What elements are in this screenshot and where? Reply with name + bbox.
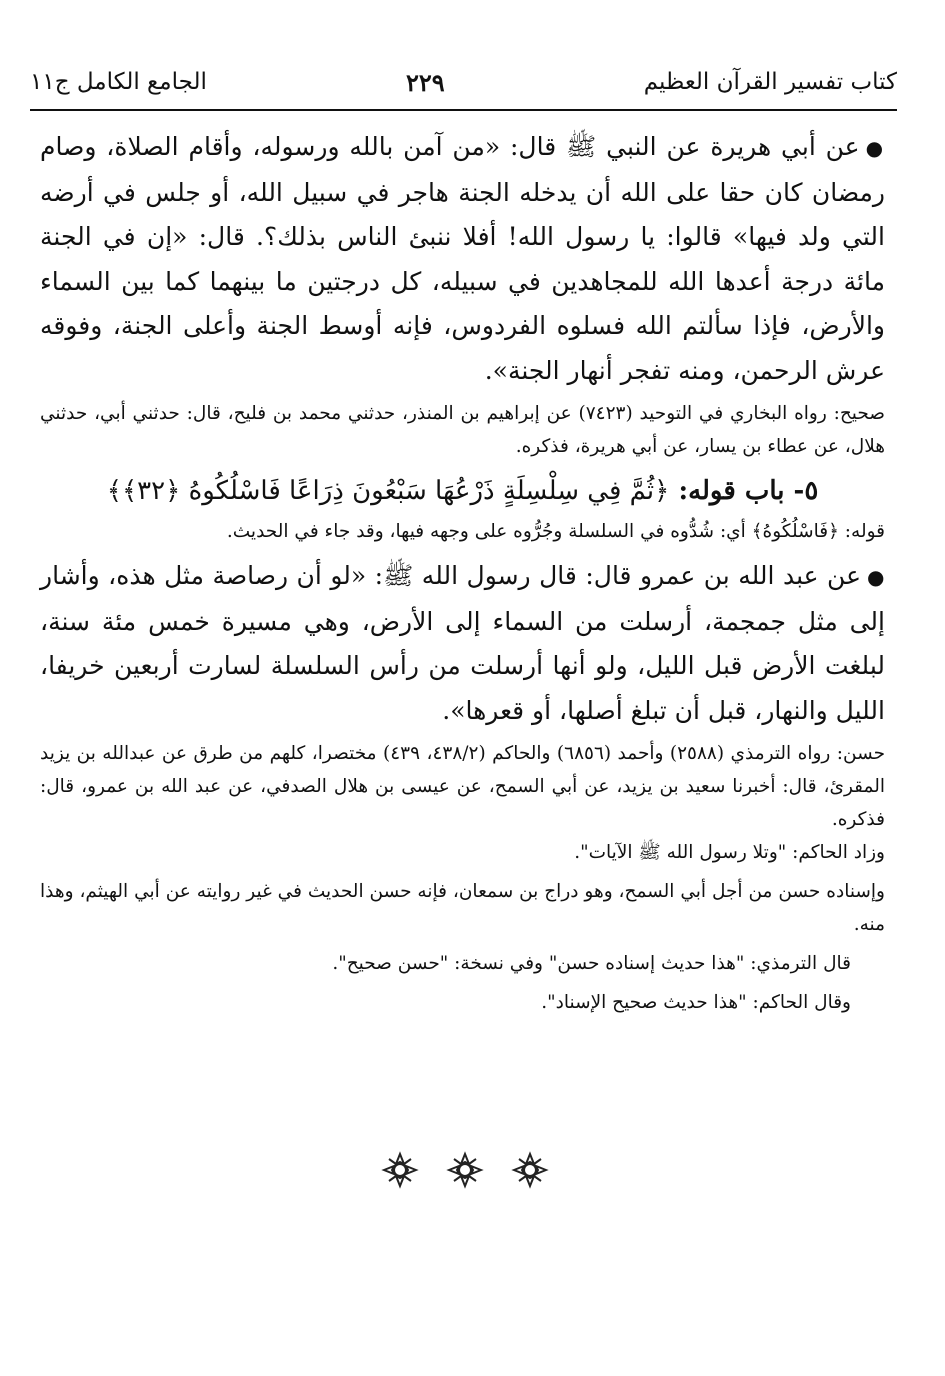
section-end-ornaments <box>380 1150 550 1190</box>
ornament-icon <box>380 1150 420 1190</box>
section-ayah: ﴿ثُمَّ فِي سِلْسِلَةٍ ذَرْعُهَا سَبْعُونَ ذِرَاعًا فَاسْلُكُوهُ ﴿٣٢﴾﴾ <box>106 476 670 506</box>
ornament-icon <box>445 1150 485 1190</box>
header-book-title: كتاب تفسير القرآن العظيم <box>643 69 897 95</box>
ornament-icon <box>510 1150 550 1190</box>
header-rule <box>30 109 897 111</box>
hadith-paragraph <box>40 554 885 733</box>
takhrij-note: وإسناده حسن من أجل أبي السمح، وهو دراج بن سمعان، فإنه حسن الحديث في غير روايته عن أبي الهيثم، وهذا منه. <box>40 881 885 935</box>
header-volume-title: الجامع الكامل ج١١ <box>30 69 207 95</box>
hadith-text: عن عبد الله بن عمرو قال: قال رسول الله ﷺ: «لو أن رصاصة مثل هذه، وأشار إلى مثل جمجمة، أرسلت من السماء إلى الأرض، وهي مسيرة خمس مئة سنة، لبلغت الأرض قبل الليل، ولو أنها أرسلت من رأس السلسلة لسارت أربعين خريفا، الليل والنهار، قبل أن تبلغ أصلها، أو قعرها». <box>40 561 885 725</box>
page-header <box>30 62 897 102</box>
takhrij-note: صحيح: رواه البخاري في التوحيد (٧٤٢٣) عن إبراهيم بن المنذر، حدثني محمد بن فليح، قال: حدثني أبي، حدثني هلال، عن عطاء بن يسار، عن أبي هريرة، فذكره. <box>40 403 885 457</box>
hadith-text: عن أبي هريرة عن النبي ﷺ قال: «من آمن بالله ورسوله، وأقام الصلاة، وصام رمضان كان حقا على الله أن يدخله الجنة هاجر في سبيل الله، أو جلس في أرضه التي ولد فيها» قالوا: يا رسول الله! أفلا ننبئ الناس بذلك؟. قال: «إن في الجنة مائة درجة أعدها الله للمجاهدين في سبيله، كل درجتين ما بينهما كما بين السماء والأرض، فإذا سألتم الله فسلوه الفردوس، فإنه أوسط الجنة وأعلى الجنة، وفوقه عرش الرحمن، ومنه تفجر أنهار الجنة». <box>40 132 885 385</box>
hadith-paragraph <box>40 125 885 393</box>
takhrij-note: حسن: رواه الترمذي (٢٥٨٨) وأحمد (٦٨٥٦) والحاكم (٤٣٨/٢، ٤٣٩) مختصرا، كلهم من طرق عن عبدالله بن يزيد المقرئ، قال: أخبرنا سعيد بن يزيد، عن أبي السمح، عن عيسى بن هلال الصدفي، عن عبد الله بن عمرو، قال: فذكره. <box>40 743 886 830</box>
section-title: ٥- باب قوله: <box>678 476 819 506</box>
page-number: ٢٢٩ <box>405 67 445 97</box>
explanation-text: قوله: ﴿فَاسْلُكُوهُ﴾ أي: شُدُّوه في السلسلة وجُرُّوه على وجهه فيها، وقد جاء في الحديث. <box>226 521 885 542</box>
takhrij-note: وزاد الحاكم: "وتلا رسول الله ﷺ الآيات". <box>574 842 885 863</box>
section-heading <box>40 467 885 515</box>
takhrij-note: وقال الحاكم: "هذا حديث صحيح الإسناد". <box>541 992 851 1013</box>
takhrij-note: قال الترمذي: "هذا حديث إسناده حسن" وفي نسخة: "حسن صحيح". <box>332 953 851 974</box>
page-body <box>40 125 885 1019</box>
bullet-icon: ● <box>865 136 885 160</box>
bullet-icon: ● <box>867 565 886 589</box>
